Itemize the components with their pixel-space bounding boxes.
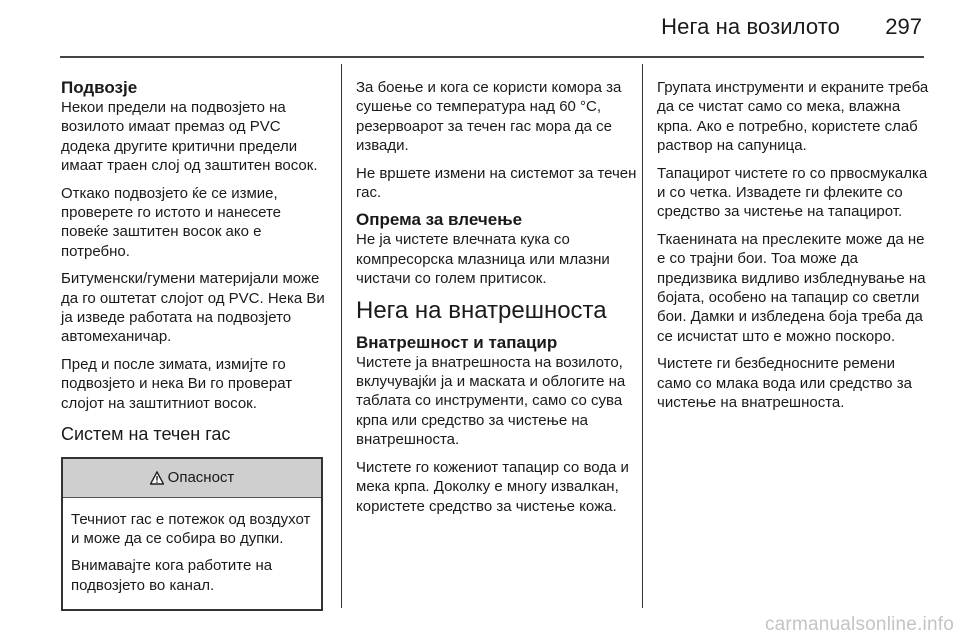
warning-header <box>63 459 321 498</box>
paragraph: Битуменски/гумени материјали може да го оштетат слојот од PVC. Нека Ви ја изведе работата на подвозјето автомеханичар. <box>61 270 325 346</box>
heading-underbody: Подвозје <box>61 78 138 97</box>
paragraph: Групата инструменти и екраните треба да се чистат само со мека, влажна крпа. Ако е потребно, користете слаб раствор на сапуница. <box>657 79 929 155</box>
page-header <box>0 0 960 50</box>
paragraph: Пред и после зимата, измијте го подвозјето и нека Ви го проверат слојот на заштитниот восок. <box>61 355 293 412</box>
heading-towing: Опрема за влечење <box>356 210 523 230</box>
column-3 <box>657 64 929 421</box>
column-1 <box>61 64 329 611</box>
paragraph: Чистете ја внатрешноста на возилото, вклучувајќи ја и маската и облогите на таблата со инструменти, само со сува крпа или средство за чистење на внатрешноста. <box>356 353 626 449</box>
paragraph: Внимавајте кога работите на подвозјето во канал. <box>71 557 273 594</box>
paragraph: Чистете го кожениот тапацир со вода и мека крпа. Доколку е многу извалкан, користете средство за чистење кожа. <box>356 458 629 515</box>
warning-box <box>61 457 323 612</box>
watermark: carmanualsonline.info <box>764 614 954 635</box>
paragraph: Чистете ги безбедносните ремени само со млака вода или средство за чистење на внатрешноста. <box>657 355 912 412</box>
paragraph: За боење и кога се користи комора за сушење со температура над 60 °C, резервоарот за течен гас мора да се извади. <box>356 79 622 155</box>
warning-triangle-icon <box>150 471 164 485</box>
heading-interior-upholstery: Внатрешност и тапацир <box>356 332 558 352</box>
heading-interior-care: Нега на внатрешноста <box>356 296 607 324</box>
column-divider-1 <box>341 64 342 608</box>
paragraph: Тапацирот чистете го со првосмукалка и со четка. Извадете ги флеките со средство за чистење на тапацирот. <box>657 164 928 221</box>
paragraph: Некои предели на подвозјето на возилото имаат премаз од PVC додека другите критични предели имаат траен слој од заштитен восок. <box>61 99 318 175</box>
column-divider-2 <box>642 64 643 608</box>
paragraph: Не вршете измени на системот за течен гас. <box>356 164 637 202</box>
paragraph: Ткаенината на преслеките може да не е со трајни бои. Тоа може да предизвика видливо избледнување на бојата, особено на тапацир со светли бои. Дамки и избледена боја треба да се исчистат што е можно поскоро. <box>657 230 926 345</box>
paragraph: Не ја чистете влечната кука со компресорска млазница или млазни чистачи со голем притисок. <box>356 231 610 288</box>
column-2 <box>356 64 638 524</box>
running-title: Нега на возилото <box>661 14 840 39</box>
heading-lpg-system: Систем на течен гас <box>61 424 231 445</box>
warning-title: Опасност <box>167 468 235 486</box>
header-rule <box>60 56 924 58</box>
page-number: 297 <box>885 14 922 39</box>
paragraph: Откако подвозјето ќе се измие, проверете го истото и нанесете повеќе заштитен восок ако е потребно. <box>61 184 281 260</box>
warning-body <box>63 498 321 610</box>
paragraph: Течниот гас е потежок од воздухот и може да се собира во дупки. <box>71 510 311 547</box>
